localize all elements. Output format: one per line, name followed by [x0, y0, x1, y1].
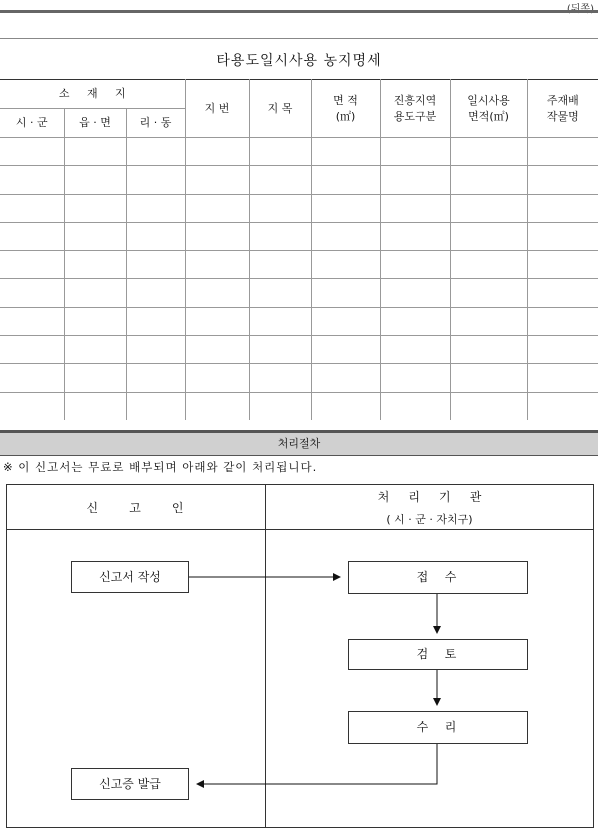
- table-cell[interactable]: [0, 138, 64, 166]
- table-cell[interactable]: [64, 138, 126, 166]
- table-cell[interactable]: [527, 336, 598, 364]
- flow-arrows: [7, 485, 593, 827]
- table-cell[interactable]: [249, 222, 311, 250]
- crop-header: 주재배 작물명: [527, 80, 598, 138]
- table-cell[interactable]: [0, 336, 64, 364]
- table-row: [0, 138, 598, 166]
- applicant-header: 신 고 인: [86, 501, 186, 515]
- table-cell[interactable]: [185, 364, 249, 392]
- table-cell[interactable]: [527, 222, 598, 250]
- table-cell[interactable]: [527, 251, 598, 279]
- table-cell[interactable]: [185, 251, 249, 279]
- table-cell[interactable]: [527, 392, 598, 420]
- table-cell[interactable]: [380, 138, 450, 166]
- table-cell[interactable]: [0, 194, 64, 222]
- city-header: 시 · 군: [0, 109, 64, 138]
- table-cell[interactable]: [185, 279, 249, 307]
- farmland-detail-table: [0, 79, 598, 420]
- table-cell[interactable]: [527, 279, 598, 307]
- table-cell[interactable]: [527, 166, 598, 194]
- table-cell[interactable]: [450, 279, 527, 307]
- table-cell[interactable]: [185, 392, 249, 420]
- title-divider: [0, 38, 598, 39]
- table-cell[interactable]: [185, 336, 249, 364]
- table-cell[interactable]: [64, 307, 126, 335]
- table-cell[interactable]: [311, 307, 380, 335]
- table-cell[interactable]: [527, 138, 598, 166]
- agency-subheader: ( 시 · 군 · 자치구): [386, 513, 473, 526]
- table-cell[interactable]: [64, 364, 126, 392]
- table-cell[interactable]: [311, 279, 380, 307]
- table-cell[interactable]: [249, 336, 311, 364]
- table-cell[interactable]: [64, 392, 126, 420]
- table-cell[interactable]: [527, 307, 598, 335]
- table-cell[interactable]: [380, 336, 450, 364]
- table-cell[interactable]: [126, 194, 185, 222]
- table-cell[interactable]: [126, 251, 185, 279]
- table-cell[interactable]: [450, 392, 527, 420]
- table-cell[interactable]: [380, 194, 450, 222]
- table-cell[interactable]: [185, 222, 249, 250]
- table-cell[interactable]: [311, 392, 380, 420]
- table-cell[interactable]: [249, 194, 311, 222]
- table-cell[interactable]: [450, 336, 527, 364]
- table-cell[interactable]: [126, 307, 185, 335]
- table-cell[interactable]: [450, 138, 527, 166]
- arrow-accept-to-issue: [197, 744, 437, 784]
- table-row: [0, 222, 598, 250]
- table-cell[interactable]: [249, 307, 311, 335]
- table-cell[interactable]: [450, 364, 527, 392]
- table-cell[interactable]: [64, 166, 126, 194]
- table-cell[interactable]: [311, 194, 380, 222]
- table-cell[interactable]: [527, 364, 598, 392]
- step-accept: 수 리: [348, 711, 528, 744]
- table-cell[interactable]: [185, 138, 249, 166]
- table-cell[interactable]: [64, 194, 126, 222]
- table-cell[interactable]: [64, 251, 126, 279]
- lot-number-header: 지 번: [185, 80, 249, 138]
- table-cell[interactable]: [0, 222, 64, 250]
- top-border: [0, 10, 598, 13]
- table-cell[interactable]: [311, 336, 380, 364]
- table-cell[interactable]: [311, 166, 380, 194]
- table-cell[interactable]: [311, 251, 380, 279]
- table-row: [0, 251, 598, 279]
- zone-header: 진흥지역 용도구분: [380, 80, 450, 138]
- table-cell[interactable]: [64, 222, 126, 250]
- agency-header: 처 리 기 관: [377, 490, 482, 504]
- step-review: 검 토: [348, 639, 528, 670]
- table-cell[interactable]: [0, 392, 64, 420]
- table-row: [0, 364, 598, 392]
- table-cell[interactable]: [450, 166, 527, 194]
- table-cell[interactable]: [380, 364, 450, 392]
- table-cell[interactable]: [126, 138, 185, 166]
- table-cell[interactable]: [126, 336, 185, 364]
- table-cell[interactable]: [64, 336, 126, 364]
- form-title: 타용도일시사용 농지명세: [216, 53, 382, 69]
- table-cell[interactable]: [380, 279, 450, 307]
- table-cell[interactable]: [311, 222, 380, 250]
- location-header: 소 재 지: [0, 80, 185, 109]
- procedure-bar: 처리절차: [0, 430, 598, 456]
- table-cell[interactable]: [249, 166, 311, 194]
- table-cell[interactable]: [450, 251, 527, 279]
- table-cell[interactable]: [311, 138, 380, 166]
- table-cell[interactable]: [380, 222, 450, 250]
- table-cell[interactable]: [249, 138, 311, 166]
- table-cell[interactable]: [450, 194, 527, 222]
- table-cell[interactable]: [0, 166, 64, 194]
- table-cell[interactable]: [185, 307, 249, 335]
- town-header: 읍 · 면: [64, 109, 126, 138]
- village-header: 리 · 동: [126, 109, 185, 138]
- procedure-flowchart: [6, 484, 594, 828]
- table-row: [0, 392, 598, 420]
- land-category-header: 지 목: [249, 80, 311, 138]
- table-cell[interactable]: [249, 364, 311, 392]
- table-cell[interactable]: [249, 251, 311, 279]
- table-row: [0, 279, 598, 307]
- table-cell[interactable]: [185, 166, 249, 194]
- table-cell[interactable]: [0, 279, 64, 307]
- table-cell[interactable]: [64, 279, 126, 307]
- table-cell[interactable]: [380, 166, 450, 194]
- table-cell[interactable]: [380, 392, 450, 420]
- table-cell[interactable]: [380, 251, 450, 279]
- table-cell[interactable]: [126, 222, 185, 250]
- area-header: 면 적 (㎡): [311, 80, 380, 138]
- temp-area-header: 일시사용 면적(㎡): [450, 80, 527, 138]
- table-cell[interactable]: [450, 222, 527, 250]
- step-issue-certificate: 신고증 발급: [71, 768, 189, 800]
- table-cell[interactable]: [249, 279, 311, 307]
- table-cell[interactable]: [527, 194, 598, 222]
- table-cell[interactable]: [380, 307, 450, 335]
- table-cell[interactable]: [249, 392, 311, 420]
- table-row: [0, 166, 598, 194]
- table-cell[interactable]: [0, 364, 64, 392]
- table-cell[interactable]: [450, 307, 527, 335]
- table-row: [0, 194, 598, 222]
- table-cell[interactable]: [126, 279, 185, 307]
- table-row: [0, 307, 598, 335]
- table-cell[interactable]: [185, 194, 249, 222]
- step-receive: 접 수: [348, 561, 528, 594]
- table-cell[interactable]: [126, 392, 185, 420]
- step-write-form: 신고서 작성: [71, 561, 189, 593]
- table-cell[interactable]: [311, 364, 380, 392]
- table-cell[interactable]: [126, 166, 185, 194]
- table-cell[interactable]: [126, 364, 185, 392]
- table-cell[interactable]: [0, 251, 64, 279]
- procedure-note: ※ 이 신고서는 무료로 배부되며 아래와 같이 처리됩니다.: [3, 460, 318, 474]
- table-row: [0, 336, 598, 364]
- table-cell[interactable]: [0, 307, 64, 335]
